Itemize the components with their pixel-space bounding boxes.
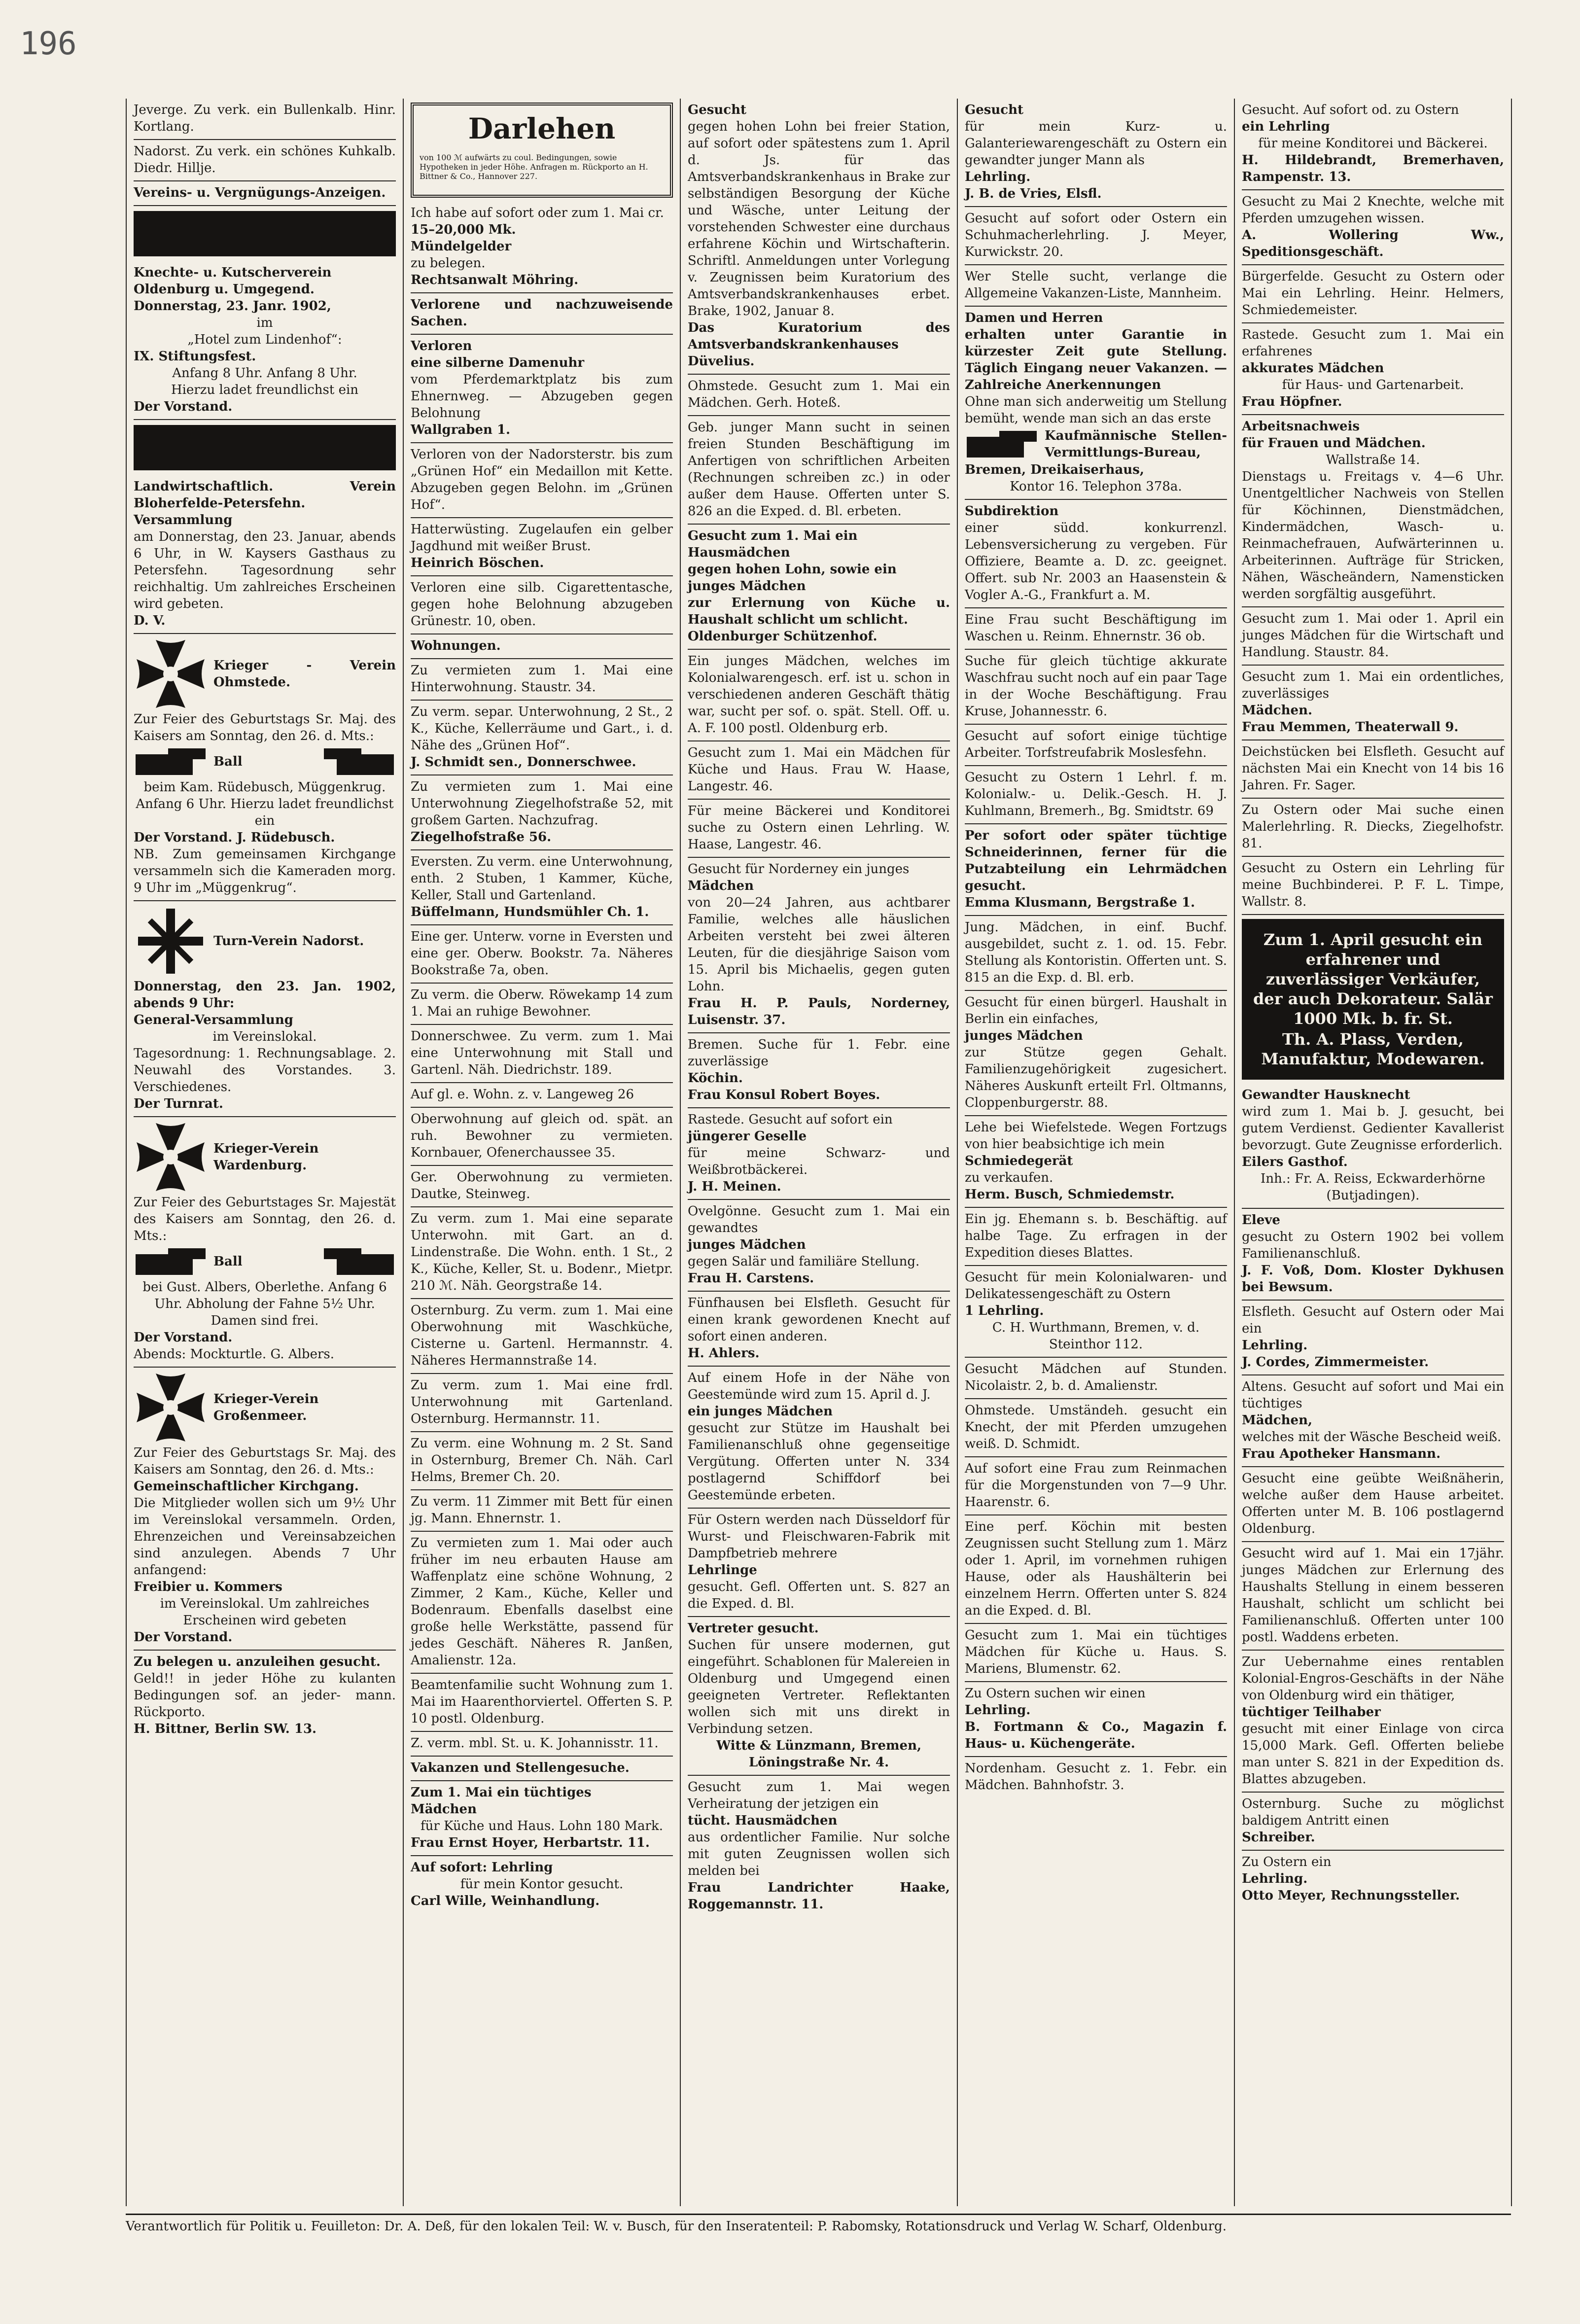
ad-medaillon: Verloren von der Nadorsterstr. bis zum „Grünen Hof“ ein Medaillon mit Kette. Abzugeben gegen Belohn. im „Grünen Hof“. xyxy=(411,443,673,518)
ad-eleve: Eleve gesucht zu Ostern 1902 bei vollem Familienanschluß. J. F. Voß, Dom. Kloster Dykhusen bei Bewsum. xyxy=(1242,1209,1504,1301)
ad-wurthmann: Gesucht für mein Kolonialwaren- und Delikatessengeschäft zu Ostern 1 Lehrling. C. H. Wurthmann, Bremen, v. d. Steinthor 112. xyxy=(965,1266,1227,1358)
black-rule xyxy=(134,211,396,256)
ad-wohnung: Donnerschwee. Zu verm. zum 1. Mai eine Unterwohnung mit Stall und Gartenl. Näh. Diedrichstr. 189. xyxy=(411,1025,673,1083)
ad-17jaehr-maedchen: Gesucht wird auf 1. Mai ein 17jähr. junges Mädchen zur Erlernung des Haushalts Stellung in einem besseren Haushalt, schlicht um schlicht bei Familienanschluß. Offerten unter 100 postl. Waddens erbeten. xyxy=(1242,1542,1504,1651)
ad-arbeitsnachweis: Arbeitsnachweis für Frauen und Mädchen. Wallstraße 14. Dienstags u. Freitags v. 4—6 Uhr. Unentgeltlicher Nachweis von Stellen für Köchinnen, Dienstmädchen, Kindermädchen, Wasch- u. Reinmachefrauen, Aufwärterinnen u. Arbeiterinnen. Aufträge für Stricken, Nähen, Wäscheändern, Namensticken werden sorgfältig ausgeführt. xyxy=(1242,415,1504,607)
pointing-hand-right-icon xyxy=(965,427,1039,461)
ad-haase-lehrling: Für meine Bäckerei und Konditorei suche zu Ostern einen Lehrling. W. Haase, Langestr. 46. xyxy=(688,800,950,858)
ad-wohnung: Zu vermieten zum 1. Mai eine Unterwohnung Ziegelhofstraße 52, mit großem Garten. Nachzufrag. Ziegelhofstraße 56. xyxy=(411,775,673,850)
ad-wohnung: Zu verm. die Oberw. Röwekamp 14 zum 1. Mai an ruhige Bewohner. xyxy=(411,984,673,1025)
ad-wohnung: Zu verm. eine Wohnung m. 2 St. Sand in Osternburg, Bremer Ch. Näh. Carl Helms, Bremer Ch. 20. xyxy=(411,1432,673,1490)
ad-waschfrau: Suche für gleich tüchtige akkurate Waschfrau sucht noch auf ein paar Tage in der Woche Beschäftigung. Frau Kruse, Johannesstr. 6. xyxy=(965,650,1227,725)
ad-memmen: Gesucht zum 1. Mai ein ordentliches, zuverlässiges Mädchen. Frau Memmen, Theaterwall 9. xyxy=(1242,666,1504,740)
ad-schuetzenhof: Gesucht zum 1. Mai ein Hausmädchen gegen hohen Lohn, sowie ein junges Mädchen zur Erlernung von Küche u. Haushalt schlicht um schlicht. Oldenburger Schützenhof. xyxy=(688,525,950,650)
ad-buergerfelde: Bürgerfelde. Gesucht zu Ostern oder Mai ein Lehrling. Heinr. Helmers, Schmiedemeister. xyxy=(1242,265,1504,323)
ad-wohnung: Zu vermieten zum 1. Mai eine Hinterwohnung. Staustr. 34. xyxy=(411,659,673,701)
section-vereins-anzeigen: Vereins- u. Vergnügungs-Anzeigen. xyxy=(134,181,396,206)
ad-ohmstede-maedchen: Ohmstede. Gesucht zum 1. Mai ein Mädchen. Gerh. Hoteß. xyxy=(688,375,950,416)
ad-schreiber: Osternburg. Suche zu möglichst baldigem Antritt einen Schreiber. xyxy=(1242,1793,1504,1851)
ad-weissnaeherin: Gesucht eine geübte Weißnäherin, welche außer dem Hause arbeitet. Offerten unter M. B. 106 postlagernd Oldenburg. xyxy=(1242,1467,1504,1542)
ad-kolonialwaren-maedchen: Ein junges Mädchen, welches im Kolonialwarengesch. erf. ist u. schon in verschiedenen anderen Geschäft thätig war, sucht per sof. o. spät. Stell. Off. u. A. F. 100 postl. Oldenburg erb. xyxy=(688,650,950,741)
ad-maedchen-stunden: Gesucht Mädchen auf Stunden. Nicolaistr. 2, b. d. Amalienstr. xyxy=(965,1358,1227,1399)
column-4 xyxy=(958,99,1235,2206)
ad-plass-verden: Zum 1. April gesucht ein erfahrener und zuverlässiger Verkäufer, der auch Dekorateur. Salär 1000 Mk. b. fr. St. Th. A. Plass, Verden, Manufaktur, Modewaren. xyxy=(1242,919,1504,1080)
ad-schuhmacher: Gesucht auf sofort oder Ostern ein Schuhmacherlehrling. J. Meyer, Kurwickstr. 20. xyxy=(965,207,1227,265)
ad-reinmachen: Auf sofort eine Frau zum Reinmachen für die Morgenstunden von 7—9 Uhr. Haarenstr. 6. xyxy=(965,1457,1227,1515)
ad-maedchen-hoyer: Zum 1. Mai ein tüchtiges Mädchen für Küche und Haus. Lohn 180 Mark. Frau Ernst Hoyer, Herbartstr. 11. xyxy=(411,1781,673,1856)
ad-haase-maedchen: Gesucht zum 1. Mai ein Mädchen für Küche und Haus. Frau W. Haase, Langestr. 46. xyxy=(688,741,950,800)
ad-malerlehrling: Zu Ostern oder Mai suche einen Malerlehrling. R. Diecks, Ziegelhofstr. 81. xyxy=(1242,799,1504,857)
ad-wohnung: Zu verm. 11 Zimmer mit Bett für einen jg. Mann. Ehnernstr. 1. xyxy=(411,1490,673,1532)
ad-damenuhr: Verloren eine silberne Damenuhr vom Pferdemarktplatz bis zum Ehnernweg. — Abzugeben gegen Belohnung Wallgraben 1. xyxy=(411,335,673,443)
imprint-footer: Verantwortlich für Politik u. Feuilleton: Dr. A. Deß, für den lokalen Teil: W. v. Busch, für den Inseratenteil: P. Rabomsky, Rotationsdruck und Verlag W. Scharf, Oldenburg. xyxy=(126,2214,1511,2235)
ad-kontoristin: Jung. Mädchen, in einf. Buchf. ausgebildet, sucht z. 1. od. 15. Febr. Stellung als Kontoristin. Offerten unt. S. 815 an die Exp. d. Bl. erb. xyxy=(965,916,1227,991)
column-1 xyxy=(127,99,404,2206)
column-5 xyxy=(1235,99,1512,2206)
ad-ehemann: Ein jg. Ehemann s. b. Beschäftig. auf halbe Tage. Zu erfragen in der Expedition dieses Blattes. xyxy=(965,1208,1227,1266)
newspaper-columns xyxy=(126,99,1512,2206)
ad-geld: Zu belegen u. anzuleihen gesucht. Geld!! in jeder Höhe zu kulanten Bedingungen sof. an jeder- mann. Rückporto. H. Bittner, Berlin SW. 13. xyxy=(134,1655,396,1736)
ad-krieger-grossenmeer: Krieger-Verein Großenmeer. Zur Feier des Geburtstags Sr. Maj. des Kaisers am Sonntag, den 26. d. Mts.: Gemeinschaftlicher Kirchgang. Die Mitglieder wollen sich um 9½ Uhr im Vereinslokal versammeln. Orden, Ehrenzeichen und Vereinsabzeichen sind anzulegen. Abends 7 Uhr anfangend: Freibier u. Kommers im Vereinslokal. Um zahlreiches Erscheinen wird gebeten Der Vorstand. xyxy=(134,1368,396,1651)
ad-cordes: Elsfleth. Gesucht auf Ostern oder Mai ein Lehrling. J. Cordes, Zimmermeister. xyxy=(1242,1301,1504,1375)
ad-damen-herren: Damen und Herren erhalten unter Garantie in kürzester Zeit gute Stellung. Täglich Eingang neuer Vakanzen. — Zahlreiche Anerkennungen Ohne man sich anderweitig um Stellung bemüht, wende man sich an das erste Kaufmännische Stellen-Vermittlungs-Bureau, Bremen, Dreikaiserhaus, Kontor 16. Telephon 378a. xyxy=(965,307,1227,500)
ad-hansmann: Altens. Gesucht auf sofort und Mai ein tüchtiges Mädchen, welches mit der Wäsche Bescheid weiß. Frau Apotheker Hansmann. xyxy=(1242,1375,1504,1467)
pointing-hand-right-icon xyxy=(134,1244,208,1279)
black-rule xyxy=(134,425,396,470)
ad-ovelgoenne: Ovelgönne. Gesucht zum 1. Mai ein gewandtes junges Mädchen gegen Salär und familiäre Stellung. Frau H. Carstens. xyxy=(688,1200,950,1292)
ad-krieger-ohmstede: Krieger - Verein Ohmstede. Zur Feier des Geburtstags Sr. Maj. des Kaisers am Sonntag, den 26. d. Mts.: Ball beim Kam. Rüdebusch, Müggenkrug. Anfang 6 Uhr. Hierzu ladet freundlichst ein Der Vorstand. J. Rüdebusch. NB. Zum gemeinsamen Kirchgange versammeln sich die Kameraden morg. 9 Uhr im „Müggenkrug“. xyxy=(134,634,396,901)
ad-hildebrandt: Gesucht. Auf sofort od. zu Ostern ein Lehrling für meine Konditorei und Bäckerei. H. Hildebrandt, Bremerhaven, Rampenstr. 13. xyxy=(1242,99,1504,190)
ad-wohnung: Zu verm. zum 1. Mai eine separate Unterwohn. mit Gart. an d. Lindenstraße. Die Wohn. enth. 1 St., 2 K., Küche, Keller, St. u. Bodenr., Mietpr. 210 ℳ. Näh. Georgstraße 14. xyxy=(411,1207,673,1299)
ad-wohnung: Zu verm. zum 1. Mai eine frdl. Unterwohnung mit Gartenland. Osternburg. Hermannstr. 11. xyxy=(411,1374,673,1432)
ad-vertreter: Vertreter gesucht. Suchen für unsere modernen, gut eingeführt. Schablonen für Malereien in Oldenburg und Umgegend einen geeigneten Vertreter. Reflektanten wollen sich mit uns direkt in Verbindung setzen. Witte & Lünzmann, Bremen, Löningstraße Nr. 4. xyxy=(688,1617,950,1776)
ad-cigarettentasche: Verloren eine silb. Cigarettentasche, gegen hohe Belohnung abzugeben Grünestr. 10, oben. xyxy=(411,576,673,634)
ad-turnverein-nadorst: Turn-Verein Nadorst. Donnerstag, den 23. Jan. 1902, abends 9 Uhr: General-Versammlung im Vereinslokal. Tagesordnung: 1. Rechnungsablage. 2. Neuwahl des Vorstandes. 3. Verschiedenes. Der Turnrat. xyxy=(134,901,396,1117)
ad-landw-verein: Landwirtschaftlich. Verein Bloherfelde-Petersfehn. Versammlung am Donnerstag, den 23. Januar, abends 6 Uhr, in W. Kaysers Gasthaus zu Petersfehn. Tagesordnung sehr reichhaltig. Um zahlreiches Erscheinen wird gebeten. D. V. xyxy=(134,475,396,634)
section-wohnungen: Wohnungen. xyxy=(411,634,673,659)
ad-de-vries: Gesucht für mein Kurz- u. Galanteriewarengeschäft zu Ostern ein gewandter junger Mann als Lehrling. J. B. de Vries, Elsfl. xyxy=(965,99,1227,207)
ad-norderney: Gesucht für Norderney ein junges Mädchen von 20—24 Jahren, aus achtbarer Familie, welches alle häuslichen Arbeiten versteht bei zwei älteren Leuten, für die diesjährige Saison vom 15. April bis Michaelis, gegen guten Lohn. Frau H. P. Pauls, Norderney, Luisenstr. 37. xyxy=(688,858,950,1033)
ad-lehrling-wille: Auf sofort: Lehrling für mein Kontor gesucht. Carl Wille, Weinhandlung. xyxy=(411,1860,624,1908)
ad-deichstuecken: Deichstücken bei Elsfleth. Gesucht auf nächsten Mai ein Knecht von 14 bis 16 Jahren. Fr. Sager. xyxy=(1242,740,1504,799)
ad-hausknecht: Gewandter Hausknecht wird zum 1. Mai b. J. gesucht, bei gutem Verdienst. Gedienter Kavallerist bevorzugt. Gute Zeugnisse erforderlich. Eilers Gasthof. Inh.: Fr. A. Reiss, Eckwarderhörne (Butjadingen). xyxy=(1242,1084,1504,1209)
ad-darlehen: Darlehen von 100 ℳ aufwärts zu coul. Bedingungen, sowie Hypotheken in jeder Höhe. Anfragen m. Rückporto an H. Bittner & Co., Hannover 227. xyxy=(411,103,673,198)
ad-wohnung: Zu verm. separ. Unterwohnung, 2 St., 2 K., Küche, Kellerräume und Gart., i. d. Nähe des „Grünen Hof“. J. Schmidt sen., Donnerschwee. xyxy=(411,701,673,775)
ad-subdirektion: Subdirektion einer südd. konkurrenzl. Lebensversicherung zu vergeben. Für Offiziere, Beamte a. D. zc. geeignet. Offert. sub Nr. 2003 an Haasenstein & Vogler A.-G., Frankfurt a. M. xyxy=(965,500,1227,608)
ad-wohnung: Osternburg. Zu verm. zum 1. Mai eine Oberwohnung mit Waschküche, Cisterne u. Gartenl. Hermannstr. 4. Näheres Hermannstraße 14. xyxy=(411,1299,673,1374)
ad-wohnung: Auf gl. e. Wohn. z. v. Langeweg 26 xyxy=(411,1083,673,1108)
ad-wollering: Gesucht zu Mai 2 Knechte, welche mit Pferden umzugehen wissen. A. Wollering Ww., Speditionsgeschäft. xyxy=(1242,190,1504,265)
ad-kuratorium-brake: Gesucht gegen hohen Lohn bei freier Station, auf sofort oder spätestens zum 1. April d. Js. für das Amtsverbandskrankenhaus in Brake zur selbständigen Besorgung der Küche und Wäsche, unter Leitung der vorstehenden Schwester eine durchaus erfahrene Köchin und Wirtschafterin. Schriftl. Anmeldungen unter Vorlegung v. Zeugnissen beim Kuratorium des Amtsverbandskrankenhauses erbet. Brake, 1902, Januar 8. Das Kuratorium des Amtsverbandskrankenhauses Düvelius. xyxy=(688,99,950,375)
ad-wirtschaft-maedchen: Gesucht zum 1. Mai oder 1. April ein junges Mädchen für die Wirtschaft und Handlung. Staustr. 84. xyxy=(1242,607,1504,666)
ad-wohnung: Zu vermieten zum 1. Mai oder auch früher im neu erbauten Hause am Waffenplatz eine schöne Wohnung, 2 Zimmer, 2 Kam., Küche, Keller und Bodenraum. Ebenfalls daselbst eine große helle Werkstätte, passend für jedes Geschäft. Näheres R. Janßen, Amalienstr. 12a. xyxy=(411,1532,673,1674)
iron-cross-icon xyxy=(134,637,208,711)
ad-arbeiter: Gesucht auf sofort einige tüchtige Arbeiter. Torfstreufabrik Moslesfehn. xyxy=(965,725,1227,766)
ad-knechteverein: Knechte- u. Kutscherverein Oldenburg u. Umgegend. Donnerstag, 23. Janr. 1902, im „Hotel zum Lindenhof“: IX. Stiftungsfest. Anfang 8 Uhr. Anfang 8 Uhr. Hierzu ladet freundlichst ein Der Vorstand. xyxy=(134,261,396,420)
ad-frau-waschen: Eine Frau sucht Beschäftigung im Waschen u. Reinm. Ehnernstr. 36 ob. xyxy=(965,608,1227,650)
ad-fortmann: Zu Ostern suchen wir einen Lehrling. B. Fortmann & Co., Magazin f. Haus- u. Küchengeräte. xyxy=(965,1682,1227,1757)
section-vakanzen: Vakanzen und Stellengesuche. xyxy=(411,1757,673,1781)
ad-kuhlmann: Gesucht zu Ostern 1 Lehrl. f. m. Kolonialw.- u. Delik.-Gesch. H. J. Kuhlmann, Bremerh., Bg. Smidtstr. 69 xyxy=(965,766,1227,824)
ad-junger-mann: Geb. junger Mann sucht in seinen freien Stunden Beschäftigung im Anfertigen von schriftlichen Arbeiten (Rechnungen schreiben zc.) in oder außer dem Hause. Offerten unter S. 826 an die Exped. d. Bl. erbeten. xyxy=(688,416,950,525)
page-number: 196 xyxy=(20,26,77,62)
turner-cross-icon xyxy=(134,904,208,978)
ad-bullenkalb: Jeverge. Zu verk. ein Bullenkalb. Hinr. Kortlang. xyxy=(134,99,396,140)
ad-wohnung: Oberwohnung auf gleich od. spät. an ruh. Bewohner zu vermieten. Kornbauer, Ofenerchaussee 35. xyxy=(411,1108,673,1166)
ad-wohnung: Eversten. Zu verm. eine Unterwohnung, enth. 2 Stuben, 1 Kammer, Küche, Keller, Stall und Gartenland. Büffelmann, Hundsmühler Ch. 1. xyxy=(411,850,673,925)
ad-schmiedegeraet: Lehe bei Wiefelstede. Wegen Fortzugs von hier beabsichtige ich mein Schmiedegerät zu verkaufen. Herm. Busch, Schmiedemstr. xyxy=(965,1116,1227,1208)
pointing-hand-left-icon xyxy=(322,744,396,779)
ad-berlin-maedchen: Gesucht für einen bürgerl. Haushalt in Berlin ein einfaches, junges Mädchen zur Stütze gegen Gehalt. Familienzugehörigkeit zugesichert. Näheres Auskunft erteilt Frl. Oltmanns, Cloppenburgerstr. 88. xyxy=(965,991,1227,1116)
ad-buchbinderei: Gesucht zu Ostern ein Lehrling für meine Buchbinderei. P. F. L. Timpe, Wallstr. 8. xyxy=(1242,857,1504,915)
ad-krieger-wardenburg: Krieger-Verein Wardenburg. Zur Feier des Geburtstages Sr. Majestät des Kaisers am Sonntag, den 26. d. Mts.: Ball bei Gust. Albers, Oberlethe. Anfang 6 Uhr. Abholung der Fahne 5½ Uhr. Damen sind frei. Der Vorstand. Abends: Mockturtle. G. Albers. xyxy=(134,1117,396,1368)
column-2 xyxy=(404,99,681,2206)
ad-schneiderinnen: Per sofort oder später tüchtige Schneiderinnen, ferner für die Putzabteilung ein Lehrmädchen gesucht. Emma Klusmann, Bergstraße 1. xyxy=(965,824,1227,916)
ad-kuhkalb: Nadorst. Zu verk. ein schönes Kuhkalb. Diedr. Hillje. xyxy=(134,140,396,181)
ad-geselle: Rastede. Gesucht auf sofort ein jüngerer Geselle für meine Schwarz- und Weißbrotbäckerei. J. H. Meinen. xyxy=(688,1108,950,1200)
ad-knecht-schmidt: Ohmstede. Umständeh. gesucht ein Knecht, der mit Pferden umzugehen weiß. D. Schmidt. xyxy=(965,1399,1227,1457)
ad-wohnung: Beamtenfamilie sucht Wohnung zum 1. Mai im Haarenthorviertel. Offerten S. P. 10 postl. Oldenburg. xyxy=(411,1674,673,1732)
ad-muendelgelder: Ich habe auf sofort oder zum 1. Mai cr. 15–20,000 Mk. Mündelgelder zu belegen. Rechtsanwalt Möhring. xyxy=(411,202,673,293)
ad-wohnung: Z. verm. mbl. St. u. K. Johannisstr. 11. xyxy=(411,1732,673,1757)
ad-geestemuende: Auf einem Hofe in der Nähe von Geestemünde wird zum 15. April d. J. ein junges Mädchen gesucht zur Stütze im Haushalt bei Familienanschluß ohne gegenseitige Vergütung. Offerten unter N. 334 postlagernd Schiffdorf bei Geestemünde erbeten. xyxy=(688,1367,950,1509)
ad-vakanzen-liste: Wer Stelle sucht, verlange die Allgemeine Vakanzen-Liste, Mannheim. xyxy=(965,265,1227,307)
iron-cross-icon xyxy=(134,1371,208,1444)
ad-jagdhund: Hatterwüsting. Zugelaufen ein gelber Jagdhund mit weißer Brust. Heinrich Böschen. xyxy=(411,518,673,576)
pointing-hand-right-icon xyxy=(134,744,208,779)
ad-fuenfhausen: Fünfhausen bei Elsfleth. Gesucht für einen krank gewordenen Knecht auf sofort einen anderen. H. Ahlers. xyxy=(688,1292,950,1367)
ad-wohnung: Eine ger. Unterw. vorne in Eversten und eine ger. Oberw. Bookstr. 7a. Näheres Bookstraße 7a, oben. xyxy=(411,925,673,984)
ad-hoepfner: Rastede. Gesucht zum 1. Mai ein erfahrenes akkurates Mädchen für Haus- und Gartenarbeit. Frau Höpfner. xyxy=(1242,323,1504,415)
section-verlorene-sachen: Verlorene und nachzuweisende Sachen. xyxy=(411,293,673,335)
ad-nordenham: Nordenham. Gesucht z. 1. Febr. ein Mädchen. Bahnhofstr. 3. xyxy=(965,1761,1227,1793)
ad-teilhaber: Zur Uebernahme eines rentablen Kolonial-Engros-Geschäfts in der Nähe von Oldenburg wird ein thätiger, tüchtiger Teilhaber gesucht mit einer Einlage von circa 15,000 Mark. Gefl. Offerten beliebe man unter S. 821 in der Expedition ds. Blattes abzugeben. xyxy=(1242,1651,1504,1793)
ad-koechin: Bremen. Suche für 1. Febr. eine zuverlässige Köchin. Frau Konsul Robert Boyes. xyxy=(688,1033,950,1108)
ad-mariens: Gesucht zum 1. Mai ein tüchtiges Mädchen für Küche u. Haus. S. Mariens, Blumenstr. 62. xyxy=(965,1624,1227,1682)
column-3 xyxy=(681,99,958,2206)
pointing-hand-left-icon xyxy=(322,1244,396,1279)
ad-wohnung: Ger. Oberwohnung zu vermieten. Dautke, Steinweg. xyxy=(411,1166,673,1207)
ad-koechin-zeugnisse: Eine perf. Köchin mit besten Zeugnissen sucht Stellung zum 1. März oder 1. April, im vornehmen ruhigen Hause, oder als Haushälterin bei einzelnem Herrn. Offerten unter S. 824 an die Exped. d. Bl. xyxy=(965,1515,1227,1624)
ad-otto-meyer: Zu Ostern ein Lehrling. Otto Meyer, Rechnungssteller. xyxy=(1242,1855,1460,1903)
iron-cross-icon xyxy=(134,1120,208,1194)
ad-hausmaedchen-haake: Gesucht zum 1. Mai wegen Verheiratung der jetzigen ein tücht. Hausmädchen aus ordentlicher Familie. Nur solche mit guten Zeugnissen wollen sich melden bei Frau Landrichter Haake, Roggemannstr. 11. xyxy=(688,1780,950,1912)
ad-lehrlinge-duesseldorf: Für Ostern werden nach Düsseldorf für Wurst- und Fleischwaren-Fabrik mit Dampfbetrieb mehrere Lehrlinge gesucht. Gefl. Offerten unt. S. 827 an die Exped. d. Bl. xyxy=(688,1509,950,1617)
